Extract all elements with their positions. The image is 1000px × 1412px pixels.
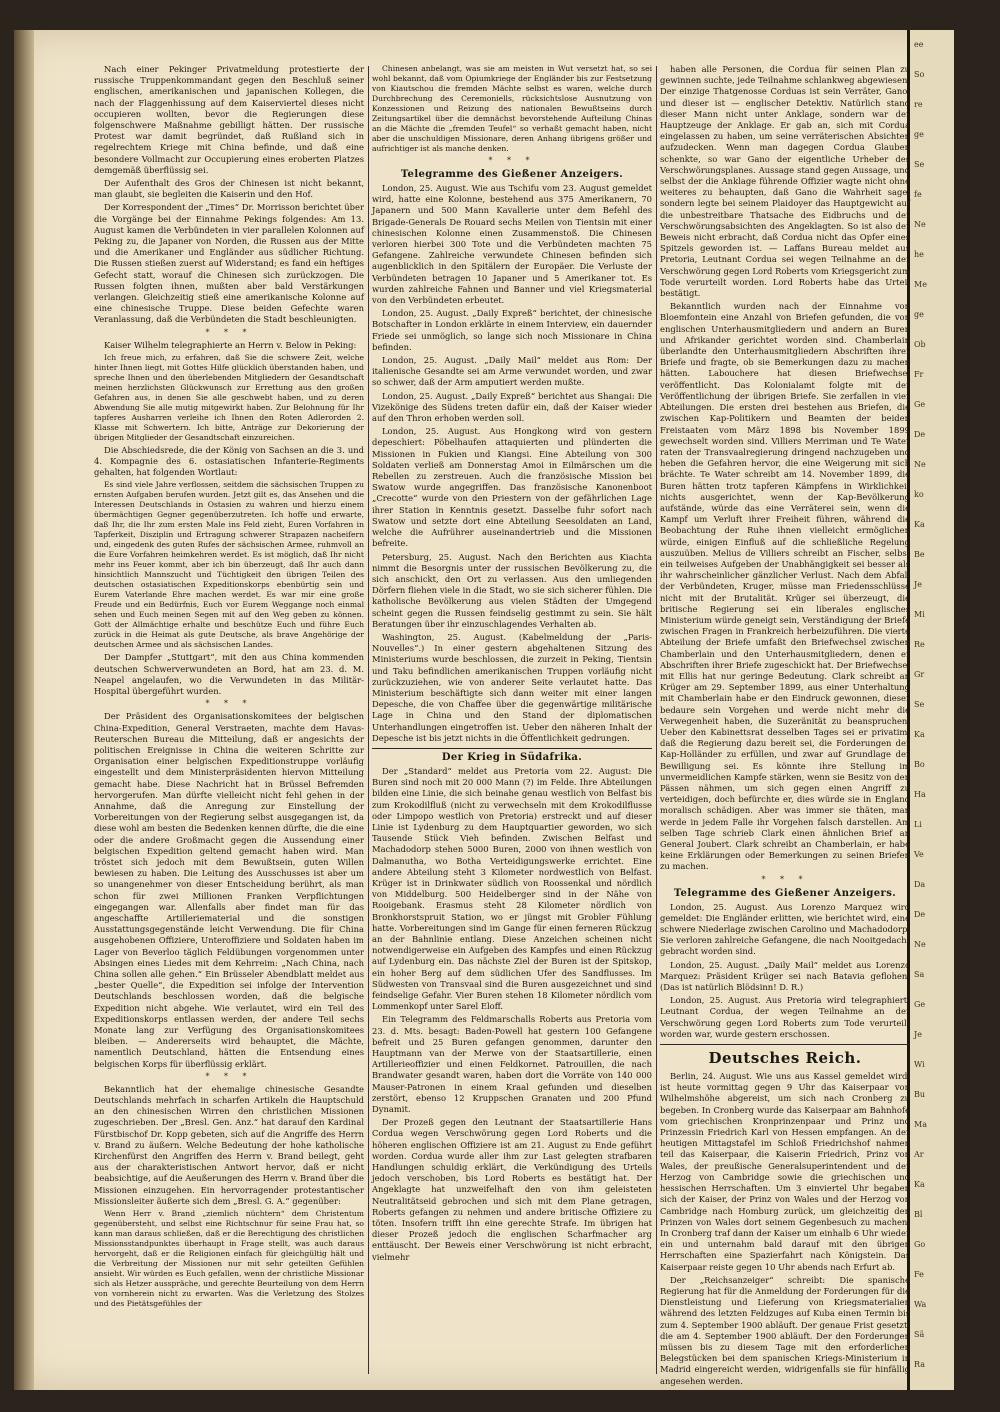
ornament-separator: * * *: [761, 874, 809, 884]
article-paragraph: Der Präsident des Organisationskomitees der belgischen China-Expedition, General Verstraeten, machte dem Havas-Reuterschen Bureau die Mitteilung, daß er angesichts der politischen Ereignisse in China die weiteren Schritte zur Organisation einer belgischen Expeditionstruppe vorläufig eingestellt und dem Ministerpräsidenten hiervon Mitteilung gemacht habe. Diese Nachricht hat in Brüssel Befremden hervorgerufen. Man dürfte vielleicht nicht fehl gehen in der Annahme, daß die Anregung zur Einstellung der Vorbereitungen von der Regierung selbst ausgegangen ist, da diese wohl am besten die Bedenken kennen dürfte, die die eine oder die andere Großmacht gegen die Aussendung einer belgischen Expedition geltend gemacht haben wird. Man tröstet sich jedoch mit dem Bewußtsein, guten Willen bewiesen zu haben. Die Leitung des Ausschusses ist aber um so unangenehmer von dieser Entscheidung berührt, als man schon für zwei Millionen Franken Verpflichtungen eingegangen war. Allenfalls aber findet man für das angeschaffte Artilleriematerial und die sonstigen Ausstattungsgegenstände leicht Verwendung. Die für China ausgehobenen Offiziere, Unteroffiziere und Soldaten haben im Lager von Beverloo täglich Feldübungen vorgenommen unter Absingen eines Liedes mit dem Kehrreim: „Nach China, nach China sollen alle gehen.“ Ein Brüsseler Abendblatt meldet aus „bester Quelle“, die Expedition sei infolge der Intervention Deutschlands beschlossen worden, daß die belgische Expedition nicht abgehe. Wie verlautet, wird ein Teil des Expeditionskorps entlassen werden, der andere Teil sechs Monate lang zur Verfügung des Organisationskomitees bleiben. — Andererseits wird behauptet, die Mächte, namentlich Deutschland, hätten die Entsendung eines belgischen Korps für überflüssig erklärt.: [94, 711, 364, 1069]
section-rule: [372, 748, 652, 749]
telegram-paragraph: London, 25. August. „Daily Expreß“ berichtet, der chinesische Botschafter in London erklärte in einem Interview, ein dauernder Friede sei unmöglich, so lange sich noch Missionare in China befinden.: [372, 308, 652, 352]
column-1: [94, 64, 364, 1372]
newspaper-page: [14, 30, 954, 1390]
ornament-separator: * * *: [205, 327, 253, 337]
ornament-separator: * * *: [488, 156, 536, 165]
ornament-separator: * * *: [205, 699, 253, 709]
article-paragraph: Die Abschiedsrede, die der König von Sachsen an die 3. und 4. Kompagnie des 6. ostasiatischen Infanterie-Regiments gehalten, hat folgenden Wortlaut:: [94, 444, 364, 478]
adjacent-page-edge: ee So re ge Se fe Ne he Me ge Ob Fr Ge De Ne ko Ka Be Je Mi Re Gr Se Ka Bo Ha Li Ve Da De Ne Sa Ge Je Wi Bu Ma Ar Ka Bl Go Fe Wa Sä Ra: [907, 30, 954, 1390]
section-rule: [660, 1044, 910, 1045]
telegram-paragraph: London, 25. August. Aus Hongkong wird von gestern depeschiert: Pöbelhaufen attaquierten und plünderten die Missionen in Fukien und Kiangsi. Eine Abteilung von 300 Soldaten verließ am Donnerstag Amoi in Eilmärschen um die Rebellen zu zerstreuen. Auch die französische Mission bei Swatow wurde angegriffen. Das französische Kanonenboot „Crecotte“ wurde von den Priestern von der gefährlichen Lage ihrer Station in Kenntnis gesetzt. Dasselbe fuhr sofort nach Swatow und setzte dort eine Abteilung Seesoldaten an Land, welche die Aufrührer auseinandertrieb und die Missionen befreite.: [372, 426, 652, 549]
column-rule: [656, 66, 657, 1374]
article-paragraph: Nach einer Pekinger Privatmeldung protestierte der russische Truppenkommandant gegen den Beschluß seiner englischen, amerikanischen und japanischen Kollegen, die nach der Flaggenhissung auf dem Kaiserviertel dieses nicht occupieren wollten, bevor die Regierungen diese folgenschwere Maßnahme gebilligt hätten. Der russische Protest war damit begründet, daß Rußland sich in regelrechtem Kriege mit China befinde, und daß eine besondere Vollmacht zur Occupierung eines eroberten Platzes demgemäß überflüssig sei.: [94, 64, 364, 175]
telegram-paragraph: London, 25. August. „Daily Mail“ meldet aus Rom: Der italienische Gesandte sei am Arme verwundet worden, und zwar so schwer, daß der Arm amputiert werden mußte.: [372, 355, 652, 388]
section-heading-reich: Deutsches Reich.: [708, 1049, 862, 1068]
telegram-quote: Ich freue mich, zu erfahren, daß Sie die schwere Zeit, welche hinter Ihnen liegt, mit Gottes Hilfe glücklich überstanden haben, und spreche Ihnen und den überlebenden Mitgliedern der Gesandtschaft meinen herzlichsten Glückwunsch zur Errettung aus den großen Gefahren aus, in denen Sie alle geschwebt haben, und zu deren Abwendung Sie alle mutig mitgewirkt haben. Zur Belohnung für Ihr tapferes Ausharren verleihe ich Ihnen den Roten Adlerorden 2. Klasse mit Schwertern. Ich bitte, Anträge zur Dekorierung der übrigen Mitglieder der Gesandtschaft einzureichen.: [94, 352, 364, 442]
article-paragraph: Ein Telegramm des Feldmarschalls Roberts aus Pretoria vom 23. d. Mts. besagt: Baden-Powell hat gestern 100 Gefangene befreit und 25 Buren gefangen genommen, darunter den Hauptmann van der Merwe von der Staatsartillerie, einen Artillerieoffizier und einen Feldkornet. Patrouillen, die nach Brandwater gesandt waren, haben dort die Vorräte von 140 000 Mauser-Patronen in einem Kraal gefunden und dieselben zerstört, ebenso 12 Kruppschen Granaten und 200 Pfund Dynamit.: [372, 1014, 652, 1115]
article-paragraph: haben alle Personen, die Cordua für seinen Plan zu gewinnen suchte, jede Teilnahme schlankweg abgewiesen. Der einzige Thatgenosse Corduas ist sein Verräter, Gano, und dieser ist — englischer Detektiv. Natürlich stand dieser Mann nicht unter Anklage, sondern war der Hauptzeuge der Anklage. Er gab an, sich mit Cordua eingelassen zu haben, um seine verräterischen Absichten aufzudecken. Wenn man dagegen Cordua Glauben schenkte, so war Gano der eigentliche Urheber des Verschwörungsplanes. Aussage stand gegen Aussage, und selbst der die Anklage führende Offizier wagte nicht ohne weiteres zu behaupten, daß Gano die Wahrheit sage, sondern legte bei seinem Plaidoyer das Hauptgewicht auf die unbestreitbare Thatsache des Eidbruchs und der Verschwörungsabsichten des Angeklagten. So ist also der Beweis nicht erbracht, daß Cordua nicht das Opfer eines Spitzels geworden ist. — Laffans Bureau meldet aus Pretoria, Leutnant Cordua sei wegen Teilnahme an der Verschwörung gegen Lord Roberts vom Kriegsgericht zum Tode verurteilt worden. Lord Roberts habe das Urteil bestätigt.: [660, 64, 910, 299]
telegram-paragraph: Petersburg, 25. August. Nach den Berichten aus Kiachta nimmt die Besorgnis unter der russischen Bevölkerung zu, die sich anschickt, den Ort zu verlassen. Aus den umliegenden Dörfern fliehen viele in die Stadt, wo sie sich sicherer fühlen. Die katholische Bevölkerung aus vielen Städten der Umgegend scheint gegen die Russen feindselig gestimmt zu sein. Sie hält Beratungen über ihr einzuschlagendes Verhalten ab.: [372, 551, 652, 629]
page-binding-edge: [14, 30, 34, 1390]
article-paragraph: Bekanntlich wurden nach der Einnahme von Bloemfontein eine Anzahl von Briefen gefunden, die von englischen Unterhausmitgliedern und andern an Buren und Afrikander gerichtet worden sind. Chamberlain überlandte den Unterhausmitgliedern Abschriften ihrer Briefe und fragte, ob sie Bemerkungen dazu zu machen hätten. Labouchere hat diesen Briefwechsel veröffentlicht. Das Kolonialamt folgte mit der Veröffentlichung der übrigen Briefe. Sie zerfallen in vier Abteilungen. Die ersten drei bestehen aus Briefen, die zwischen Kap-Politikern und Beamten der beiden Freistaaten vom März 1898 bis November 1899 gewechselt worden sind. Villiers Merriman und Te Water raten der Transvaalregierung dringend nachzugeben und heben die Gefahren hervor, die eine Weigerung mit sich brächte. Te Water schreibt am 14. November 1899, die Buren hätten trotz tapferen Kämpfens in Wirklichkeit nichts ausgerichtet, wenn der Kap-Bevölkerung aufstände, würde das eine Verräterei sein, wenn die Kampf um Verluft ihrer Freiheit führen, während die Beobachtung der Ruhe ihnen vielleicht ermöglichen würde, einigen Einfluß auf die schließliche Regelung auszuüben. Melius de Villiers schreibt an Fischer, selbst ein teilweises Aufgeben der Unabhängigkeit sei besser als ihr wahrscheinlicher gänzlicher Verlust. Nach dem Abfall der Verbündeten, Kruger, müsse man Friedensschlüsse nicht mit der Brutalität. Krüger sei überzeugt, die britische Regierung sei ein liberales englisches Ministerium würde geneigt sein, Verständigung der Briefe zwischen Fragen in Frankreich herbeizuführen. Die vierte Abteilung der Briefe umfaßt den Briefwechsel zwischen Chamberlain und den Unterhausmitgliedern, denen er Abschriften ihrer Briefe zugeschickt hat. Der Briefwechsel mit Ellis hat nur geringe Bedeutung. Clark schreibt an Krüger am 29. September 1899, aus einer Unterhaltung mit Chamberlain habe er den Eindruck gewonnen, dieser bedaure sein Vorgehen und werde nicht mehr die Verwegenheit haben, die Suzeränität zu beanspruchen. Ueber den Kabinettsrat desselben Tages sei er privatim, daß die Regierung dazu bereit sei, die Forderungen der Kap-Holländer zu erfüllen, und zwar auf Grundlage der Bewilligung sei. Es könnte ihre Stellung im unvermeidlichen Kampfe stärken, wenn sie Besitz von den Pässen nähmen, um sich gegen einen Angriff zu verteidigen, doch befürchte er, dies würde sie in England moralisch schädigen. Aber was immer sie thäten, man werde in jedem Falle ihr Vorgehen falsch darstellen. Am selben Tage schrieb Clark einen ähnlichen Brief an General Joubert. Clark schreibt an Chamberlain, er habe keine Erklärungen oder Bemerkungen zu seinen Briefen zu machen.: [660, 301, 910, 872]
article-paragraph: Der Prozeß gegen den Leutnant der Staatsartillerie Hans Cordua wegen Verschwörung gegen Lord Roberts und die höheren englischen Offiziere ist am 21. August zu Ende geführt worden. Cordua wurde aller ihm zur Last gelegten strafbaren Handlungen schuldig erklärt, die Verkündigung des Urteils jedoch verschoben, bis Lord Roberts es bestätigt hat. Der Angeklagte hat unzweifelhaft den von ihm geleisteten Neutralitätseid gebrochen und sich mit dem Plane getragen, Roberts gefangen zu nehmen und andere britische Offiziere zu töten. Insofern trifft ihn eine gerechte Strafe. Im übrigen hat dieser Prozeß jedoch die englischen Scharfmacher arg enttäuscht. Der Beweis einer Verschwörung ist nicht erbracht, vielmehr: [372, 1117, 652, 1262]
section-heading-krieg: Der Krieg in Südafrika.: [441, 751, 583, 763]
telegram-paragraph: London, 25. August. Aus Pretoria wird telegraphiert: Leutnant Cordua, der wegen Teilnahme an der Verschwörung gegen Lord Roberts zum Tode verurteilt worden war, wurde gestern erschossen.: [660, 995, 910, 1039]
telegram-paragraph: London, 25. August. Aus Lorenzo Marquez wird gemeldet: Die Engländer erlitten, wie berichtet wird, eine schwere Niederlage zwischen Carolino und Machadodorp. Sie verloren zahlreiche Gefangene, die nach Nooitgedacht gebracht worden sind.: [660, 901, 910, 957]
letter-quote: Wenn Herr v. Brand „ziemlich nüchtern“ dem Christentum gegenübersteht, und selbst eine Richtschnur für seine Frau hat, so kann man daraus schließen, daß er die Berechtigung des christlichen Missionsstandpunktes überhaupt in Frage stellt, was auch daraus hervorgeht, daß er die Religionen einfach für gleichgültig hält und die Verbreitung der Missionen nur mit sehr geteilten Gefühlen ansieht. Wir würden es Euch gefallen, wenn der christliche Missionar sich als Hetzer ausspräche, und gerechte Beurteilung von dem Herrn von vornherein nicht zu erwarten. Was die Verletzung des Stolzes und des Pietätsgefühles der: [94, 1209, 364, 1309]
telegram-paragraph: London, 25. August. Wie aus Tschifu vom 23. August gemeldet wird, hatte eine Kolonne, bestehend aus 375 Amerikanern, 70 Japanern und 500 Mann Kavallerie unter dem Befehl des Brigade-Generals De Rouard sechs Meilen von Tientsin mit einer chinesischen Kolonne einen Zusammenstoß. Die Chinesen verloren hierbei 300 Tote und die Verbündeten machten 75 Gefangene. Zahlreiche verwundete Chinesen befinden sich augenblicklich in den Spitälern der Europäer. Die Verluste der Verbündeten betragen 10 Japaner und 5 Amerikaner tot. Es wurden zahlreiche Fahnen und Banner und viel Kriegsmaterial von den Verbündeten erbeutet.: [372, 183, 652, 306]
section-heading-telegrams: Telegramme des Gießener Anzeigers.: [400, 169, 624, 180]
column-rule: [368, 66, 369, 1374]
section-heading-telegrams-2: Telegramme des Gießener Anzeigers.: [673, 887, 897, 899]
article-paragraph: Chinesen anbelangt, was sie am meisten in Wut versetzt hat, so sei wohl bekannt, daß vom Opiumkriege der Engländer bis zur Festsetzung von Kiautschou die fremden Mächte selbst es waren, welche durch Durchbrechung des Ceremoniells, rücksichtslose Ausnutzung von Konzessionen und Reizung des nationalen Bewußtseins durch Zeitungsartikel über die demnächst bevorstehende Aufteilung Chinas an die Mächte die „fremden Teufel“ so verhaßt gemacht haben, nicht aber die unschuldigen Missionare, deren Anhang übrigens größer und aufrichtiger ist als manche denken.: [372, 64, 652, 153]
article-paragraph: Kaiser Wilhelm telegraphierte an Herrn v. Below in Peking:: [104, 339, 357, 350]
article-paragraph: Der Korrespondent der „Times“ Dr. Morrisson berichtet über die Vorgänge bei der Einnahme Pekings folgendes: Am 13. August kamen die Verbündeten in vier parallelen Kolonnen auf Peking zu, die Japaner von Norden, die Russen aus der Mitte und die Amerikaner und Engländer aus südlicher Richtung. Die Russen stießen zuerst auf Widerstand; es fand ein heftiges Gefecht statt, worauf die Chinesen sich zurückzogen. Die Russen folgten ihnen, mußten aber bald Verstärkungen verlangen. Gleichzeitig stieß eine amerikanische Kolonne auf eine chinesische Truppe. Diese beiden Gefechte waren Veranlassung, daß die Verbündeten die Stadt beschleunigten.: [94, 202, 364, 325]
ornament-separator: * * *: [205, 1071, 253, 1081]
article-paragraph: Der Dampfer „Stuttgart“, mit den aus China kommenden deutschen Schwerverwundeten an Bord, hat am 23. d. M. Neapel angelaufen, wo die Verwundeten in das Militär-Hospital übergeführt wurden.: [94, 652, 364, 697]
telegram-paragraph: London, 25. August. „Daily Mail“ meldet aus Lorenzo Marquez: Präsident Krüger sei nach Batavia geflohen. (Das ist natürlich Blödsinn! D. R.): [660, 959, 910, 993]
article-paragraph: Der Aufenthalt des Gros der Chinesen ist nicht bekannt, man glaubt, sie begleiten die Kaiserin und den Hof.: [94, 178, 364, 200]
article-paragraph: Der „Standard“ meldet aus Pretoria vom 22. August: Die Buren sind noch mit 20 000 Mann (?) im Felde. Ihre Abteilungen bilden eine Linie, die sich beinahe genau westlich von Belfast bis zum Krokodilfluß (nicht zu verwechseln mit dem Krokodilflusse oder Limpopo westlich von Pretoria) erstreckt und auf dieser Linie ist Lydenburg zu dem Hauptquartier geworden, wo sich Tausende Stück Vieh befinden. Zwischen Belfast und Machadodorp stehen 5000 Buren, 2000 von ihnen westlich von Dalmanutha, wo Botha Verteidigungswerke errichtet. Eine andere Abteilung steht 3 Kilometer nordwestlich von Belfast. Krüger ist in Drinkwater südlich von Roossenkal und nördlich von Middelburg. 500 Heidelberger sind in der Nähe von Rooigebank. Erasmus steht 28 Kilometer nördlich von Bronkhorstspruit Station, wo er jüngst mit Grobler Fühlung hatte. Vorbereitungen sind im Gange für einen ferneren Rückzug an der Bahnlinie entlang. Diese Anzeichen scheinen nicht notwendigerweise ein Aufgeben des Kampfes und einen Rückzug auf Lydenburg ein. Das nächste Ziel der Buren ist der Spitskop, ein hoher Berg auf dem südlichen Ufer des Sandflusses. Im Südwesten von Transvaal sind die Buren ausgezeichnet und sind feindselige Gefahr. Vier Buren stehen 18 Kilometer nördlich vom Lommenkopf unter Sarel Eloff.: [372, 765, 652, 1012]
article-paragraph: Bekanntlich hat der ehemalige chinesische Gesandte Deutschlands mehrfach in scharfen Artikeln die Hauptschuld an den chinesischen Wirren den christlichen Missionen zugeschrieben. Der „Bresl. Gen. Anz.“ hat darauf den Kardinal Fürstbischof Dr. Kopp gebeten, sich auf die Angriffe des Herrn v. Brand zu äußern. Welche Bedeutung der hohe katholische Kirchenfürst den Angriffen des Herrn v. Brand beilegt, geht aus der charakteristischen Antwort hervor, daß er nicht beabsichtige, auf die Aeußerungen des Herrn v. Brand über die Missionen einzugehen. Ein hervorragender protestantischer Missionsleiter äußerte sich dem „Bresl. G. A.“ gegenüber:: [94, 1083, 364, 1206]
article-paragraph: Berlin, 24. August. Wie uns aus Kassel gemeldet wird, ist heute vormittag gegen 9 Uhr das Kaiserpaar von Wilhelmshöhe abgereist, um sich nach Cronberg zu begeben. In Cronberg wurde das Kaiserpaar am Bahnhofe vom griechischen Kronprinzenpaar und Prinz und Prinzessin Friedrich Karl von Hessen empfangen. An der heutigen Mittagstafel im Schloß Friedrichshof nahmen teil das Kaiserpaar, die Kaiserin Friedrich, Prinz von Wales, der preußische Generalsuperintendent und der Herzog von Cambridge sowie die griechischen und hessischen Herrschaften. Um 3 einviertel Uhr begaben sich der Kaiser, der Prinz von Wales und der Herzog von Cambridge nach Homburg zurück, um gleichzeitig den Prinzen von Wales dort seinem Gegenbesuch zu machen. In Cronberg traf dann der Kaiser um einhalb 6 Uhr wieder ein und unternahm bald darauf mit den übrigen Herrschaften eine Spazierfahrt nach Königstein. Das Kaiserpaar reiste gegen 10 Uhr abends nach Erfurt ab.: [660, 1071, 910, 1272]
speech-quote: Es sind viele Jahre verflossen, seitdem die sächsischen Truppen zu ernsten Aufgaben berufen wurden. Jetzt gilt es, das Ansehen und die Interessen Deutschlands in Ostasien zu wahren und hierzu einem übermächtigen Gegner gegenüberzutreten. Ich hoffe und erwarte, daß Ihr, die Ihr zum ersten Male ins Feld zieht, Euren Vorfahren in Tapferkeit, Disziplin und Ertragung schwerer Strapazen nacheifern und, eingedenk des guten Rufes der sächsischen Armee, ruhmvoll an die Eure Vorfahren heimkehren werdet. Es ist möglich, daß Ihr nicht mehr ins Feuer kommt, aber ich bin überzeugt, daß Ihr auch dann hinsichtlich Mannszucht und Tüchtigkeit den übrigen Teilen des deutschen ostasiatischen Expeditionskorps ebenbürtig sein und Eurem Vaterlande Ehre machen werdet. Es war mir eine große Freude und ein Bedürfnis, Euch vor Eurem Weggange noch einmal sehen und Euch meinen Segen mit auf den Weg geben zu können. Gott der Allmächtige erhalte und beschütze Euch und führe Euch zurück in die Heimat als gute Deutsche, als brave Angehörige der deutschen Armee und als sächsischen Landes.: [94, 480, 364, 650]
column-3: [660, 64, 910, 1386]
column-2: [372, 64, 652, 1372]
telegram-paragraph: London, 25. August. „Daily Expreß“ berichtet aus Shangai: Die Vizekönige des Südens treten dafür ein, daß der Kaiser wieder auf den Thron erhoben werden soll.: [372, 390, 652, 424]
telegram-paragraph: Washington, 25. August. (Kabelmeldung der „Paris-Nouvelles“.) In einer gestern abgehaltenen Sitzung des Ministeriums wurde beschlossen, die zurzeit in Peking, Tientsin und Taku befindlichen amerikanischen Truppen vorläufig nicht zurückzuziehen, wie von anderer Seite verlautet hatte. Das Ministerium beschäftigte sich dann weiter mit einer langen Depesche, die von Chaffee über die gegenwärtige militärische Lage in China und den Stand der diplomatischen Unterhandlungen eingetroffen ist. Ueber den näheren Inhalt der Depesche ist bis jetzt nichts in die Öffentlichkeit gedrungen.: [372, 631, 652, 743]
article-paragraph: Der „Reichsanzeiger“ schreibt: Die spanische Regierung hat für die Anmeldung der Forderungen für die Dienstleistung und Lieferung von Kriegsmaterialien während des letzten Feldzuges auf Kuba einen Termin bis zum 4. September 1900 abläuft. Der genaue Frist gesetzt, die am 4. September 1900 abläuft. Der den Forderungen müssen bis zu diesem Tage mit den erforderlichen Belegstücken bei dem spanischen Kriegs-Ministerium in Madrid eingereicht werden, widrigenfalls sie für hinfällig angesehen werden.: [660, 1274, 910, 1386]
